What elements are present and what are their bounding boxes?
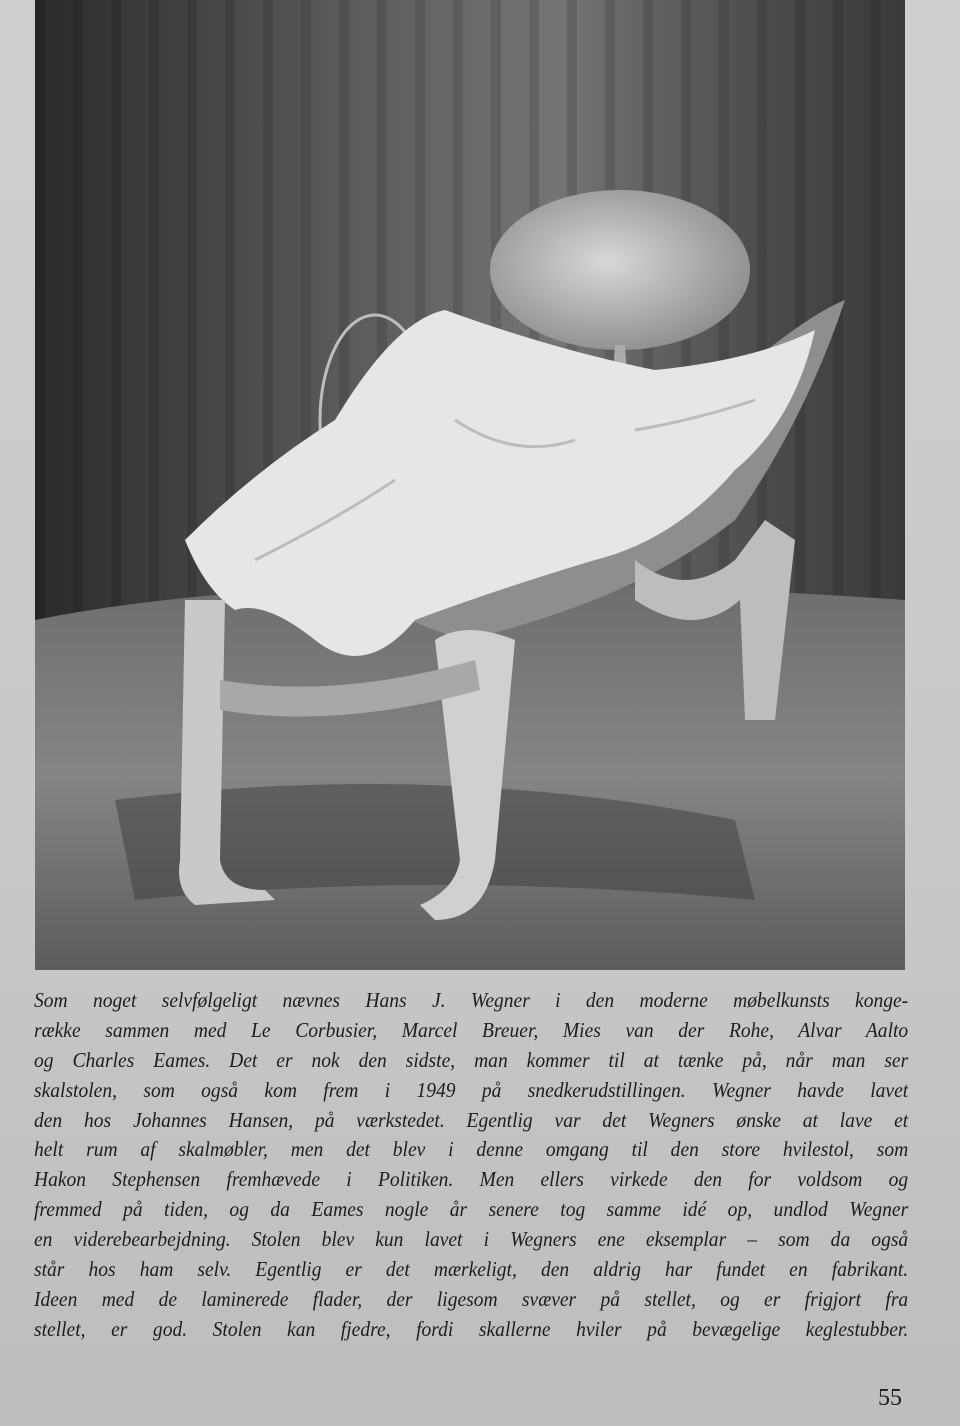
caption-text	[34, 986, 908, 1345]
caption-line: Ideen med de laminerede flader, der ligesom svæver på stellet, og er frigjort fra	[34, 1286, 909, 1311]
caption-line: og Charles Eames. Det er nok den sidste, man kommer til at tænke på, når man ser	[34, 1047, 909, 1072]
chair-headrest	[490, 190, 750, 350]
caption-line: en viderebearbejdning. Stolen blev kun lavet i Wegners ene eksemplar – som da også	[34, 1227, 909, 1252]
caption-line: Hakon Stephensen fremhævede i Politiken. Men ellers virkede den for voldsom og	[34, 1167, 909, 1192]
caption-line: står hos ham selv. Egentlig er det mærkeligt, den aldrig har fundet en fabrikant.	[34, 1257, 909, 1282]
chair-photograph	[35, 0, 905, 970]
caption-line: stellet, er god. Stolen kan fjedre, fordi skallerne hviler på bevægelige keglestubber.	[34, 1316, 909, 1341]
caption-line: række sammen med Le Corbusier, Marcel Breuer, Mies van der Rohe, Alvar Aalto	[34, 1017, 909, 1042]
caption-line: den hos Johannes Hansen, på værkstedet. Egentlig var det Wegners ønske at lave et	[34, 1107, 909, 1132]
caption-line: fremmed på tiden, og da Eames nogle år senere tog samme idé op, undlod Wegner	[34, 1197, 909, 1222]
caption-line: skalstolen, som også kom frem i 1949 på snedkerudstillingen. Wegner havde lavet	[34, 1077, 909, 1102]
caption-line: helt rum af skalmøbler, men det blev i denne omgang til den store hvilestol, som	[34, 1137, 909, 1162]
page-number: 55	[878, 1385, 902, 1411]
caption-line: Som noget selvfølgeligt nævnes Hans J. Wegner i den moderne møbelkunsts konge-	[34, 988, 909, 1012]
